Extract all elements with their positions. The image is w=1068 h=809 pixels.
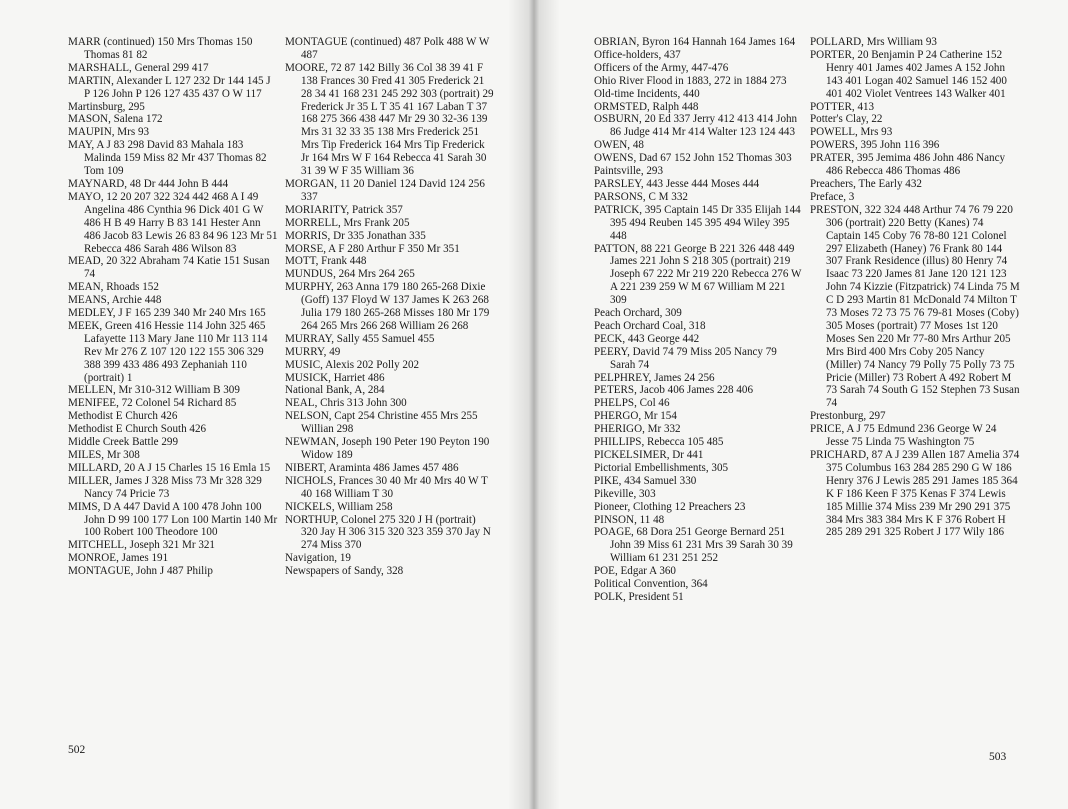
index-entry: Middle Creek Battle 299	[68, 436, 178, 449]
index-entry: POAGE, 68 Dora 251 George Bernard 251 John 39 Miss 61 231 Mrs 39 Sarah 30 39 William 61 231 251 252	[594, 526, 793, 565]
index-entry: Peach Orchard, 309	[594, 307, 682, 320]
index-entry: MENIFEE, 72 Colonel 54 Richard 85	[68, 397, 237, 410]
index-entry: MUSICK, Harriet 486	[285, 371, 385, 384]
index-entry: MARSHALL, General 299 417	[68, 61, 209, 74]
index-entry: PRICHARD, 87 A J 239 Allen 187 Amelia 374 375 Columbus 163 284 285 290 G W 186 Henry 376 J Lewis 285 291 James 185 364 K F 186 Keen F 375 Kenas F 374 Lewis 185 Millie 374 Miss 239 Mr 290 291 375 384 Mrs 383 384 Mrs K F 376 Robert H 285 289 291 325 Robert J 177 Wily 186	[810, 449, 1020, 539]
index-entry: MIMS, D A 447 David A 100 478 John 100 John D 99 100 177 Lon 100 Martin 140 Mr 100 Robert 100 Theodore 100	[68, 500, 278, 539]
index-entry: Paintsville, 293	[594, 165, 664, 178]
index-entry: OBRIAN, Byron 164 Hannah 164 James 164	[594, 36, 796, 48]
index-entry: Political Convention, 364	[594, 578, 708, 591]
index-entry: Methodist E Church 426	[68, 410, 178, 423]
page-number-left: 502	[68, 744, 86, 756]
index-entry: Prestonburg, 297	[810, 410, 886, 423]
index-entry: MEANS, Archie 448	[68, 294, 162, 307]
index-entry: Pikeville, 303	[594, 487, 656, 500]
index-entry: PRICE, A J 75 Edmund 236 George W 24 Jesse 75 Linda 75 Washington 75	[810, 423, 997, 449]
index-entry: MEEK, Green 416 Hessie 114 John 325 465 Lafayette 113 Mary Jane 110 Mr 113 114 Rev Mr 276 Z 107 120 122 155 306 329 388 399 433 486 493 Zephaniah 110 (portrait) 1	[68, 319, 268, 384]
index-entry: MUNDUS, 264 Mrs 264 265	[285, 268, 415, 281]
index-entry: POWERS, 395 John 116 396	[810, 139, 940, 152]
index-column-4	[810, 36, 1020, 539]
index-entry: MASON, Salena 172	[68, 113, 163, 126]
index-entry: PARSLEY, 443 Jesse 444 Moses 444	[594, 177, 760, 190]
index-entry: Office-holders, 437	[594, 48, 681, 61]
index-entry: PRESTON, 322 324 448 Arthur 74 76 79 220 306 (portrait) 220 Betty (Kanes) 74 Captain 145 Coby 76 78-80 121 Colonel 297 Elizabeth (Haney) 76 Frank 80 144 307 Frank Residence (illus) 80 Henry 74 Isaac 73 220 James 81 Jane 120 121 123 John 74 Kizzie (Fitzpatrick) 74 Linda 75 M C D 293 Martin 81 McDonald 74 Milton T 73 Moses 72 73 75 76 79-81 Moses (Coby) 305 Moses (portrait) 77 Moses 1st 120 Moses Sen 220 Mr 77-80 Mrs Arthur 205 Mrs Bird 400 Mrs Coby 205 Nancy (Miller) 74 Nancy 79 Polly 75 Polly 73 75 Pricie (Miller) 73 Robert A 492 Robert M 73 Sarah 74 South G 152 Stephen 73 Susan 74	[810, 203, 1020, 410]
index-entry: PHERGO, Mr 154	[594, 410, 677, 423]
index-entry: MILES, Mr 308	[68, 449, 140, 461]
index-entry: Pioneer, Clothing 12 Preachers 23	[594, 500, 746, 513]
index-entry: MILLER, James J 328 Miss 73 Mr 328 329 Nancy 74 Pricie 73	[68, 474, 262, 500]
index-entry: PRATER, 395 Jemima 486 John 486 Nancy 486 Rebecca 486 Thomas 486	[810, 152, 1006, 178]
index-entry: PICKELSIMER, Dr 441	[594, 449, 704, 461]
index-entry: POLLARD, Mrs William 93	[810, 36, 937, 48]
index-entry: POTTER, 413	[810, 100, 875, 113]
index-entry: NICHOLS, Frances 30 40 Mr 40 Mrs 40 W T 40 168 William T 30	[285, 474, 488, 500]
index-entry: PETERS, Jacob 406 James 228 406	[594, 384, 754, 397]
index-entry: PHILLIPS, Rebecca 105 485	[594, 436, 724, 449]
book-gutter-shadow	[508, 0, 560, 809]
index-entry: Potter's Clay, 22	[810, 113, 883, 126]
index-entry: NEAL, Chris 313 John 300	[285, 397, 407, 410]
index-entry: OSBURN, 20 Ed 337 Jerry 412 413 414 John 86 Judge 414 Mr 414 Walter 123 124 443	[594, 113, 798, 139]
index-entry: Pictorial Embellishments, 305	[594, 461, 729, 474]
index-entry: PORTER, 20 Benjamin P 24 Catherine 152 Henry 401 James 402 James A 152 John 143 401 Logan 402 Samuel 146 152 400 401 402 Violet Ventrees 143 Walker 401	[810, 48, 1007, 100]
index-entry: Methodist E Church South 426	[68, 423, 207, 436]
index-entry: MAYO, 12 20 207 322 324 442 468 A I 49 Angelina 486 Cynthia 96 Dick 401 G W 486 H B 49 Harry B 83 141 Hester Ann 486 Jacob 83 Lewis 26 83 84 96 123 Mr 51 Rebecca 486 Sarah 486 Wilson 83	[68, 190, 278, 255]
index-entry: MURPHY, 263 Anna 179 180 265-268 Dixie (Goff) 137 Floyd W 137 James K 263 268 Julia 179 180 265-268 Misses 180 Mr 179 264 265 Mrs 266 268 William 26 268	[285, 281, 490, 332]
index-entry: MELLEN, Mr 310-312 William B 309	[68, 384, 240, 397]
index-entry: PATRICK, 395 Captain 145 Dr 335 Elijah 144 395 494 Reuben 145 395 494 Wiley 395 448	[594, 203, 801, 242]
index-entry: MILLARD, 20 A J 15 Charles 15 16 Emla 15	[68, 461, 271, 474]
index-entry: Preface, 3	[810, 190, 855, 203]
index-entry: PHELPS, Col 46	[594, 397, 670, 410]
index-entry: PECK, 443 George 442	[594, 332, 700, 345]
index-entry: MARR (continued) 150 Mrs Thomas 150 Thomas 81 82	[68, 36, 253, 61]
index-entry: Martinsburg, 295	[68, 100, 145, 113]
index-entry: Ohio River Flood in 1883, 272 in 1884 273	[594, 74, 787, 87]
index-entry: MORGAN, 11 20 Daniel 124 David 124 256 337	[285, 177, 485, 203]
index-entry: POLK, President 51	[594, 590, 684, 603]
index-entry: MONROE, James 191	[68, 552, 169, 565]
index-entry: MONTAGUE (continued) 487 Polk 488 W W 487	[285, 36, 490, 61]
index-entry: NELSON, Capt 254 Christine 455 Mrs 255 Willian 298	[285, 410, 478, 436]
index-entry: Old-time Incidents, 440	[594, 87, 700, 100]
index-entry: ORMSTED, Ralph 448	[594, 100, 699, 113]
index-entry: POE, Edgar A 360	[594, 565, 676, 578]
index-entry: MOORE, 72 87 142 Billy 36 Col 38 39 41 F 138 Frances 30 Fred 41 305 Frederick 21 28 34 41 168 231 245 292 303 (portrait) 29 Frederick Jr 35 L T 35 41 167 Laban T 37 168 275 366 438 447 Mr 29 30 32-36 139 Mrs 31 32 33 35 138 Mrs Frederick 251 Mrs Tip Frederick 164 Mrs Tip Frederick Jr 164 Mrs W F 164 Rebecca 41 Sarah 30 31 39 W F 35 William 36	[285, 61, 494, 178]
index-entry: Peach Orchard Coal, 318	[594, 319, 706, 332]
index-entry: PIKE, 434 Samuel 330	[594, 474, 697, 487]
index-entry: MUSIC, Alexis 202 Polly 202	[285, 358, 420, 371]
index-entry: National Bank, A, 284	[285, 384, 385, 397]
index-entry: MITCHELL, Joseph 321 Mr 321	[68, 539, 215, 552]
index-entry: Preachers, The Early 432	[810, 177, 922, 190]
index-entry: PATTON, 88 221 George B 221 326 448 449 James 221 John S 218 305 (portrait) 219 Joseph 67 222 Mr 219 220 Rebecca 276 W A 221 239 259 W M 67 William M 221 309	[594, 242, 802, 307]
index-column-1	[68, 36, 278, 578]
index-entry: NIBERT, Araminta 486 James 457 486	[285, 461, 459, 474]
index-entry: OWENS, Dad 67 152 John 152 Thomas 303	[594, 152, 792, 165]
index-entry: MURRY, 49	[285, 345, 341, 358]
index-entry: MORRELL, Mrs Frank 205	[285, 216, 410, 229]
index-entry: MEDLEY, J F 165 239 340 Mr 240 Mrs 165	[68, 307, 266, 320]
index-entry: OWEN, 48	[594, 139, 644, 152]
index-entry: MONTAGUE, John J 487 Philip	[68, 565, 213, 578]
index-entry: Newspapers of Sandy, 328	[285, 565, 404, 578]
index-entry: MORIARITY, Patrick 357	[285, 203, 403, 216]
right-page	[534, 0, 1068, 809]
page-number-right: 503	[989, 751, 1007, 763]
index-entry: MEAN, Rhoads 152	[68, 281, 159, 294]
index-entry: NEWMAN, Joseph 190 Peter 190 Peyton 190 Widow 189	[285, 436, 490, 461]
index-entry: MORSE, A F 280 Arthur F 350 Mr 351	[285, 242, 460, 255]
index-entry: PEERY, David 74 79 Miss 205 Nancy 79 Sarah 74	[594, 345, 777, 371]
index-entry: MOTT, Frank 448	[285, 255, 367, 268]
index-entry: POWELL, Mrs 93	[810, 126, 893, 139]
index-column-2	[285, 36, 495, 578]
index-entry: PHERIGO, Mr 332	[594, 423, 681, 436]
index-entry: MAUPIN, Mrs 93	[68, 126, 150, 139]
index-entry: PELPHREY, James 24 256	[594, 371, 715, 384]
index-entry: Navigation, 19	[285, 552, 351, 565]
index-column-3	[594, 36, 804, 604]
index-entry: MARTIN, Alexander L 127 232 Dr 144 145 J P 126 John P 126 127 435 437 O W 117	[68, 74, 271, 100]
index-entry: MAY, A J 83 298 David 83 Mahala 183 Malinda 159 Miss 82 Mr 437 Thomas 82 Tom 109	[68, 139, 267, 178]
index-entry: NORTHUP, Colonel 275 320 J H (portrait) 320 Jay H 306 315 320 323 359 370 Jay N 274 Miss 370	[285, 513, 491, 552]
index-entry: NICKELS, William 258	[285, 500, 393, 513]
index-entry: MURRAY, Sally 455 Samuel 455	[285, 332, 435, 345]
index-entry: Officers of the Army, 447-476	[594, 61, 729, 74]
index-entry: MEAD, 20 322 Abraham 74 Katie 151 Susan 74	[68, 255, 270, 281]
index-entry: PARSONS, C M 332	[594, 190, 688, 203]
index-entry: PINSON, 11 48	[594, 513, 665, 526]
index-entry: MAYNARD, 48 Dr 444 John B 444	[68, 177, 229, 190]
index-entry: MORRIS, Dr 335 Jonathan 335	[285, 229, 426, 242]
